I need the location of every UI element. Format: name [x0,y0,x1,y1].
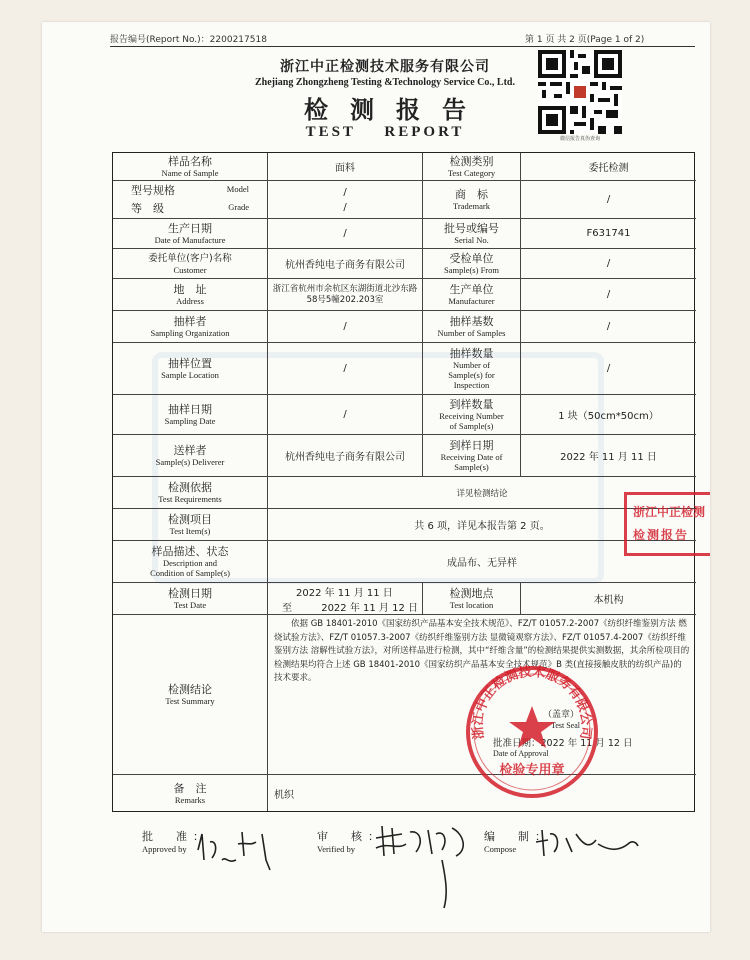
label-num-inspection: 抽样数量 Number of Sample(s) for Inspection [423,343,521,395]
seal-ring-text: 浙江中正检测技术服务有限公司 [470,664,594,741]
qr-code-icon [538,50,622,134]
company-name-en: Zhejiang Zhongzheng Testing &Technology Service Co., Ltd. [255,77,515,88]
label-deliverer: 送样者 Sample(s) Deliverer [113,435,268,477]
seal-bottom-text: 检验专用章 [499,763,565,778]
company-name-zh: 浙江中正检测技术服务有限公司 [280,59,490,75]
value-manufacturer: / [521,279,696,311]
label-date-manufacture: 生产日期 Date of Manufacture [113,219,268,249]
label-items: 检测项目 Test Item(s) [113,509,268,541]
value-sample-location: / [268,343,423,395]
label-sample-from: 受检单位 Sample(s) From [423,249,521,279]
label-receiving-number: 到样数量 Receiving Number of Sample(s) [423,395,521,435]
verified-by: 审 核： Verified by [317,830,385,854]
label-address: 地 址 Address [113,279,268,311]
label-description: 样品描述、状态 Description and Condition of Sample(s) [113,541,268,583]
label-requirements: 检测依据 Test Requirements [113,477,268,509]
verifier-signature [372,820,482,910]
qr-caption: 微信报告真伪查询 [559,136,600,142]
approver-signature [192,820,282,880]
report-page [42,22,710,932]
label-location: 检测地点 Test location [423,583,521,615]
value-location: 本机构 [521,583,696,615]
approval-date: 批准日期：2022 年 11 月 12 日 [493,738,633,749]
seal-label-en: Test Seal [551,721,580,730]
value-deliverer: 杭州香纯电子商务有限公司 [268,435,423,477]
composer-signature [532,822,642,862]
official-seal-icon [462,662,602,802]
label-manufacturer: 生产单位 Manufacturer [423,279,521,311]
label-remarks: 备 注 Remarks [113,775,268,811]
value-remarks: 机织 [274,789,294,801]
value-items: 共 6 项，详见本报告第 2 页。 [268,509,696,541]
compose-by: 编 制： Compose [484,830,552,854]
label-trademark: 商 标 Trademark [423,181,521,219]
value-description: 成品布、无异样 [268,541,696,583]
label-sampling-date: 抽样日期 Sampling Date [113,395,268,435]
value-customer: 杭州香纯电子商务有限公司 [268,249,423,279]
report-title-en: TEST REPORT [305,124,465,140]
label-sample-name: 样品名称 Name of Sample [113,153,268,181]
value-num-inspection: / [521,343,696,395]
approved-by: 批 准： Approved by [142,830,210,854]
value-sample-name: 面料 [268,153,423,181]
label-num-samples: 抽样基数 Number of Samples [423,311,521,343]
value-serial: F631741 [521,219,696,249]
side-stamp [624,492,710,556]
label-summary: 检测结论 Test Summary [113,615,268,775]
report-title-zh: 检测报告 [304,96,488,124]
value-test-category: 委托检测 [521,153,696,181]
value-receiving-date: 2022 年 11 月 11 日 [521,435,696,477]
report-table [112,152,695,812]
label-test-date: 检测日期 Test Date [113,583,268,615]
label-test-category: 检测类别 Test Category [423,153,521,181]
header-rule [110,46,695,47]
side-stamp-line2: 检测报告 [633,528,690,542]
report-number: 报告编号(Report No.)：2200217518 [110,35,267,45]
label-receiving-date: 到样日期 Receiving Date of Sample(s) [423,435,521,477]
seal-label: （盖章） [543,710,580,720]
value-sampling-date: / [268,395,423,435]
label-sample-location: 抽样位置 Sample Location [113,343,268,395]
value-receiving-number: 1 块（50cm*50cm） [521,395,696,435]
value-num-samples: / [521,311,696,343]
value-sample-from: / [521,249,696,279]
label-sampling-org: 抽样者 Sampling Organization [113,311,268,343]
label-model-grade: 型号规格 Model 等 级 Grade [113,181,268,219]
summary-text: 依据 GB 18401-2010《国家纺织产品基本安全技术规范》、FZ/T 01057.2-2007《纺织纤维鉴别方法 燃烧试验方法》、FZ/T 01057.3-2007《纺织纤维鉴别方法 显微镜观察方法》、FZ/T 01057.4-2007《纺织纤维鉴别方法 溶解性试验方法》，对所送样品进行检测，其中“纤维含量”的检测结果提供实测数据，其余所检项目的检测结果均符合上述 GB 18401-2010《国家纺织产品基本安全技术规范》B 类(直接接触皮肤的纺织产品)的技术要求。 [274,619,690,683]
side-stamp-line1: 浙江中正检测 [633,505,706,519]
value-model-grade: / / [268,181,423,219]
page-indicator: 第 1 页 共 2 页(Page 1 of 2) [525,35,645,45]
value-trademark: / [521,181,696,219]
value-requirements: 详见检测结论 [268,477,696,509]
value-test-date: 2022 年 11 月 11 日 至 2022 年 11 月 12 日 [268,583,423,615]
value-date-manufacture: / [268,219,423,249]
approval-date-en: Date of Approval [493,749,549,758]
label-customer: 委托单位(客户)名称 Customer [113,249,268,279]
value-sampling-org: / [268,311,423,343]
value-address: 浙江省杭州市余杭区东湖街道北沙东路58号5幢202.203室 [268,279,423,311]
label-serial: 批号或编号 Serial No. [423,219,521,249]
